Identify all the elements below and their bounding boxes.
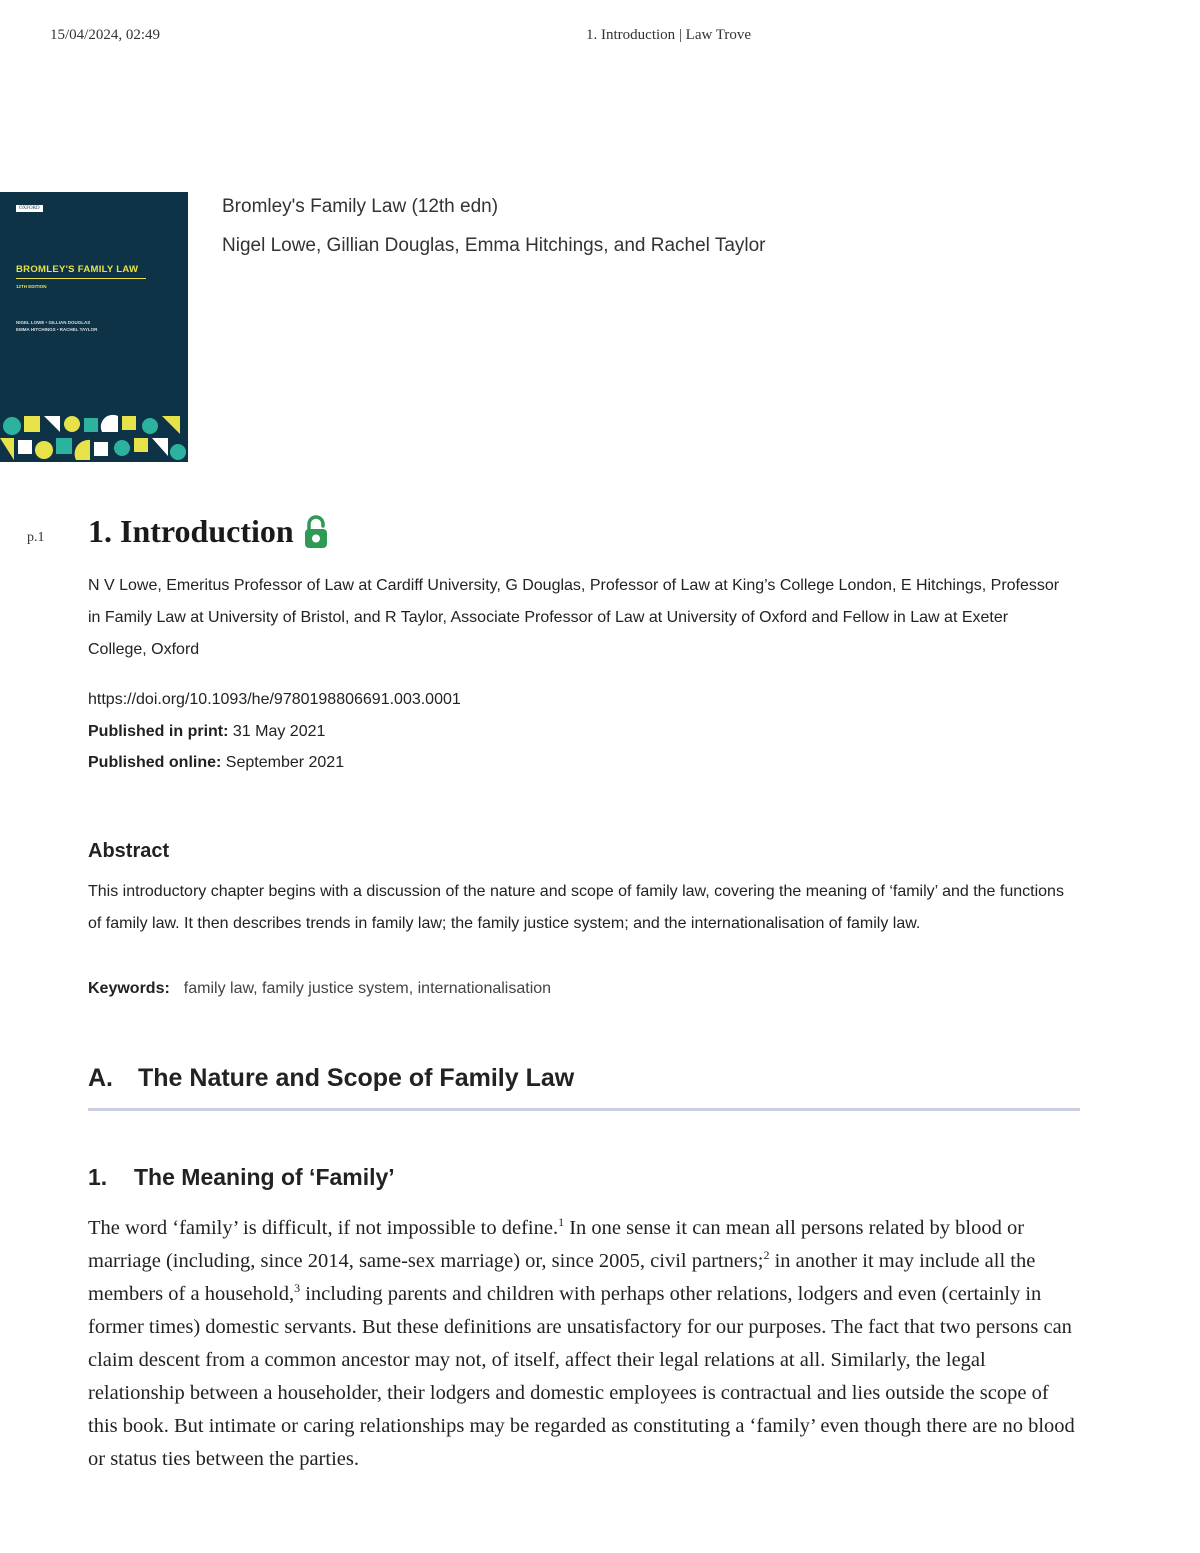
footnote-ref-3[interactable]: 3 — [294, 1281, 301, 1296]
chapter-title: 1. Introduction — [88, 513, 294, 549]
book-authors: Nigel Lowe, Gillian Douglas, Emma Hitchings, and Rachel Taylor — [222, 235, 766, 256]
published-in-print-label: Published in print: — [88, 723, 229, 740]
keywords-value[interactable]: family law, family justice system, internationalisation — [183, 980, 552, 997]
book-title[interactable]: Bromley's Family Law (12th edn) — [222, 196, 499, 217]
abstract-heading: Abstract — [88, 840, 170, 862]
paragraph-text: In one sense it can mean all persons related by blood or marriage (including, since 2014, same-sex marriage) or, since 2005, civil partners; — [88, 1217, 1025, 1272]
cover-authors-line1: NIGEL LOWE • GILLIAN DOUGLAS — [16, 320, 91, 325]
page-marker: p.1 — [27, 530, 45, 545]
open-access-lock-icon — [304, 515, 328, 549]
footnote-ref-2[interactable]: 2 — [763, 1248, 770, 1263]
published-online-value: September 2021 — [225, 754, 345, 771]
body-paragraph — [88, 1212, 1083, 1476]
published-online — [88, 747, 344, 779]
cover-title: BROMLEY'S FAMILY LAW — [16, 264, 139, 275]
footnote-ref-1[interactable]: 1 — [558, 1215, 565, 1230]
print-date: 15/04/2024, 02:49 — [50, 27, 161, 43]
cover-edition: 12TH EDITION — [16, 284, 47, 289]
paragraph-text: The word ‘family’ is difficult, if not impossible to define. — [88, 1217, 559, 1239]
chapter-title-row — [88, 513, 328, 550]
doi-link[interactable]: https://doi.org/10.1093/he/9780198806691.003.0001 — [88, 691, 461, 708]
print-page-title: 1. Introduction | Law Trove — [586, 27, 752, 43]
section-number: A. — [88, 1064, 113, 1092]
cover-publisher-logo: OXFORD — [16, 205, 43, 212]
abstract-text: This introductory chapter begins with a discussion of the nature and scope of family law, covering the meaning of ‘family’ and the functions of family law. It then describes trends in family law; the family justice system; and the internationalisation of family law. — [88, 883, 1064, 932]
section-title: The Nature and Scope of Family Law — [138, 1064, 575, 1092]
cover-title-rule — [16, 278, 146, 279]
published-in-print-value: 31 May 2021 — [232, 723, 326, 740]
book-cover-image[interactable] — [0, 192, 188, 462]
paragraph-text: including parents and children with perhaps other relations, lodgers and even (certainly in former times) domestic servants. But these definitions are unsatisfactory for our purposes. The fact that two persons can claim descent from a common ancestor may not, of itself, affect their legal relations at all. Similarly, the legal relationship between a householder, their lodgers and domestic employees is contractual and lies outside the scope of this book. But intimate or caring relationships may be regarded as constituting a ‘family’ even though there are no blood or status ties between the parties. — [88, 1283, 1075, 1470]
cover-geometric-pattern — [0, 414, 188, 462]
keywords-label: Keywords: — [88, 980, 170, 997]
author-affiliations: N V Lowe, Emeritus Professor of Law at Cardiff University, G Douglas, Professor of Law at King’s College London, E Hitchings, Professor in Family Law at University of Bristol, and R Taylor, Associate Professor of Law at University of Oxford and Fellow in Law at Exeter College, Oxford — [88, 577, 1060, 658]
published-in-print — [88, 716, 325, 748]
paragraph-text: in another it may include all the members of a household, — [88, 1250, 1036, 1305]
cover-authors-line2: EMMA HITCHINGS • RACHEL TAYLOR — [16, 327, 98, 332]
subsection-heading — [88, 1164, 395, 1191]
section-divider — [88, 1108, 1080, 1111]
subsection-number: 1. — [88, 1164, 108, 1190]
published-online-label: Published online: — [88, 754, 222, 771]
keywords — [88, 973, 551, 1005]
section-heading — [88, 1064, 574, 1093]
subsection-title: The Meaning of ‘Family’ — [134, 1164, 395, 1190]
